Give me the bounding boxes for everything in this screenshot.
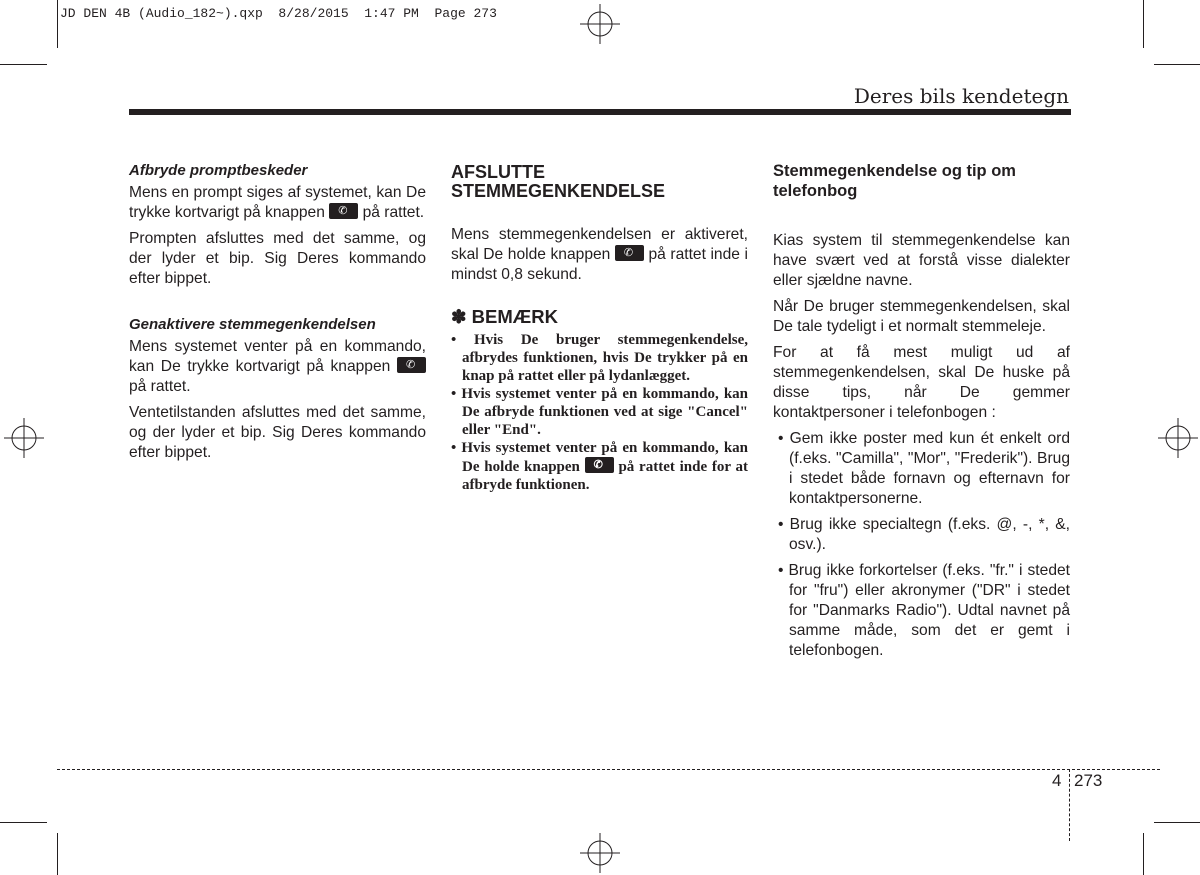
column-2 [451, 161, 748, 494]
registration-mark-icon [4, 418, 44, 458]
section-title [451, 163, 748, 201]
text: på rattet inde for at afbryde funktionen. [462, 459, 749, 493]
registration-mark-icon [1158, 418, 1198, 458]
tips-list [773, 429, 1070, 661]
footer-dashed-divider [1069, 769, 1070, 841]
voice-recognition-button-icon [615, 245, 644, 261]
chapter-number: 4 [1052, 771, 1062, 790]
voice-recognition-button-icon [585, 457, 614, 473]
text: Mens en prompt siges af systemet, kan De trykke kortvarigt på knappen [129, 184, 426, 221]
crop-mark [0, 64, 47, 65]
paragraph: Ventetilstanden afsluttes med det samme, og der lyder et bip. Sig Deres kommando efter bippet. [129, 404, 426, 461]
note-item: • Hvis systemet venter på en kommando, kan De afbryde funktionen ved at sige "Cancel" eller "End". [451, 386, 748, 438]
header-rule [129, 109, 1071, 115]
text: • Hvis systemet venter på en kommando, kan De holde knappen [451, 440, 748, 475]
crop-mark [57, 0, 58, 48]
crop-mark [1154, 64, 1200, 65]
crop-mark [1143, 0, 1144, 48]
section-title: Stemmegenkendelse og tip om telefonbog [773, 162, 1016, 200]
subheading-reactivate: Genaktivere stemmegenkendelsen [129, 316, 376, 333]
section-title-line: AFSLUTTE [451, 162, 545, 182]
text: på rattet. [129, 378, 191, 395]
note-list [451, 331, 748, 494]
list-item: • Gem ikke poster med kun ét enkelt ord (f.eks. "Camilla", "Mor", "Frederik"). Brug i stedet både fornavn og efternavn for kontaktpersonerne. [778, 430, 1070, 507]
column-3 [773, 161, 1070, 667]
page-number: 273 [1074, 771, 1103, 790]
note-box [451, 307, 748, 494]
note-title: ✽ BEMÆRK [451, 306, 558, 327]
voice-recognition-button-icon [397, 357, 426, 373]
list-item: • Brug ikke specialtegn (f.eks. @, -, *, &, osv.). [778, 516, 1070, 553]
paragraph: For at få mest muligt ud af stemmegenkendelsen, skal De huske på disse tips, når De gemmer kontaktpersoner i telefonbogen : [773, 344, 1070, 421]
text: på rattet inde i mindst 0,8 sekund. [451, 246, 748, 283]
note-item: • Hvis De bruger stemmegenkendelse, afbrydes funktionen, hvis De trykker på en knap på rattet eller på lydanlægget. [451, 332, 748, 384]
note-item [451, 439, 748, 494]
list-item: • Brug ikke forkortelser (f.eks. "fr." i stedet for "fru") eller akronymer ("DR" i stedet for "Danmarks Radio"). Udtal navnet på samme måde, som det er gemt i telefonbogen. [778, 562, 1070, 659]
text: på rattet. [362, 204, 425, 221]
text: Mens systemet venter på en kommando, kan De trykke kortvarigt på knappen [129, 338, 426, 375]
crop-mark [57, 833, 58, 875]
section-title-line: STEMMEGENKENDELSE [451, 181, 666, 201]
paragraph [129, 183, 426, 223]
crop-mark [1143, 833, 1144, 875]
crop-mark [1154, 822, 1200, 823]
voice-recognition-button-icon [329, 203, 358, 219]
paragraph: Prompten afsluttes med det samme, og der lyder et bip. Sig Deres kommando efter bippet. [129, 230, 426, 287]
paragraph [129, 337, 426, 397]
paragraph: Når De bruger stemmegenkendelsen, skal De tale tydeligt i et normalt stemmeleje. [773, 298, 1070, 335]
column-1 [129, 161, 426, 469]
subheading-interrupt-prompt: Afbryde promptbeskeder [129, 162, 308, 179]
footer-dashed-rule [57, 769, 1160, 770]
crop-mark [0, 822, 47, 823]
paragraph [451, 225, 748, 285]
running-head: Deres bils kendetegn [853, 84, 1069, 108]
text: Mens stemmegenkendelsen er aktiveret, skal De holde knappen [451, 226, 748, 263]
registration-mark-icon [580, 833, 620, 873]
paragraph: Kias system til stemmegenkendelse kan have svært ved at forstå visse dialekter eller sjældne navne. [773, 232, 1070, 289]
registration-mark-icon [580, 4, 620, 44]
print-slug: JD DEN 4B (Audio_182~).qxp 8/28/2015 1:47 PM Page 273 [60, 6, 497, 21]
